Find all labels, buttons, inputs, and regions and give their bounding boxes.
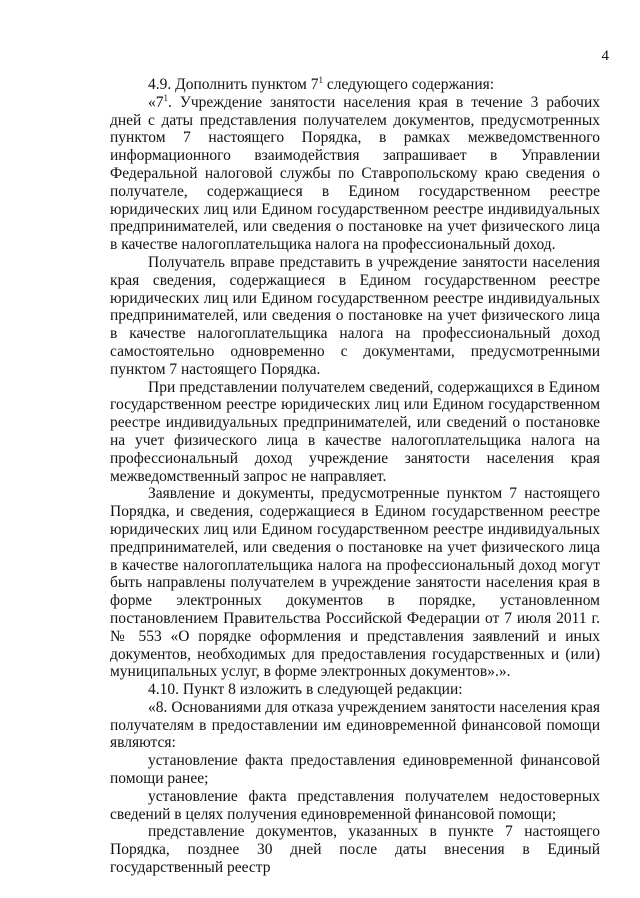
paragraph-8-grounds: «8. Основаниями для отказа учреждением занятости населения края получателям в предоставлении им единовременной финансовой помощи являются: [110,698,600,752]
paragraph-electronic-documents: Заявление и документы, предусмотренные пунктом 7 настоящего Порядка, и сведения, содержащиеся в Едином государственном реестре юридических лиц или Едином государственном реестре индивидуальных предпринимателей, или сведения о постановке на учет физического лица в качестве налогоплательщика налога на профессиональный доход могут быть направлены получателем в учреждение занятости населения края в форме электронных документов в порядке, установленном постановлением Правительства Российской Федерации от 7 июля 2011 г. № 553 «О порядке оформления и представления заявлений и иных документов, необходимых для предоставления государственных и (или) муниципальных услуг, в форме электронных документов».». [110,485,600,681]
list-item-false-info: установление факта представления получателем недостоверных сведений в целях получения единовременной финансовой помощи; [110,787,600,823]
list-item-previous-aid: установление факта предоставления единовременной финансовой помощи ранее; [110,752,600,788]
paragraph-recipient-right: Получатель вправе представить в учреждение занятости населения края сведения, содержащиеся в Едином государственном реестре юридических лиц или Едином государственном реестре индивидуальных предпринимателей, или сведения о постановке на учет физического лица в качестве налогоплательщика налога на профессиональный доход самостоятельно одновременно с документами, предусмотренными пунктом 7 настоящего Порядка. [110,253,600,378]
paragraph-4-9 [110,76,600,94]
paragraph-7-1-text-end: . Учреждение занятости населения края в течение 3 рабочих дней с даты представления получателем документов, предусмотренных пунктом 7 настоящего Порядка, в рамках межведомственного информационного взаимодействия запрашивает в Управлении Федеральной налоговой службы по Ставропольскому краю сведения о получателе, содержащиеся в Едином государственном реестре юридических лиц или Едином государственном реестре индивидуальных предпринимателей, или сведения о постановке на учет физического лица в качестве налогоплательщика налога на профессиональный доход. [110,93,600,254]
paragraph-7-1-superscript: 1 [163,92,168,103]
page-number: 4 [601,48,609,64]
paragraph-4-9-superscript: 1 [318,75,323,85]
paragraph-7-1 [110,94,600,254]
document-body [110,76,600,877]
paragraph-4-9-text-start: 4.9. Дополнить пунктом 7 [148,76,319,93]
paragraph-7-1-text-start: «7 [148,93,164,111]
paragraph-4-9-text-end: следующего содержания: [322,76,495,93]
paragraph-4-10: 4.10. Пункт 8 изложить в следующей редакции: [148,681,463,699]
list-item-late-documents: представление документов, указанных в пункте 7 настоящего Порядка, позднее 30 дней после даты внесения в Единый государственный реестр [110,823,600,877]
paragraph-no-interagency-request: При представлении получателем сведений, содержащихся в Едином государственном реестре юридических лиц или Едином государственном реестре индивидуальных предпринимателей, или сведений о постановке на учет физического лица в качестве налогоплательщика налога на профессиональный доход учреждение занятости населения края межведомственный запрос не направляет. [110,378,600,485]
